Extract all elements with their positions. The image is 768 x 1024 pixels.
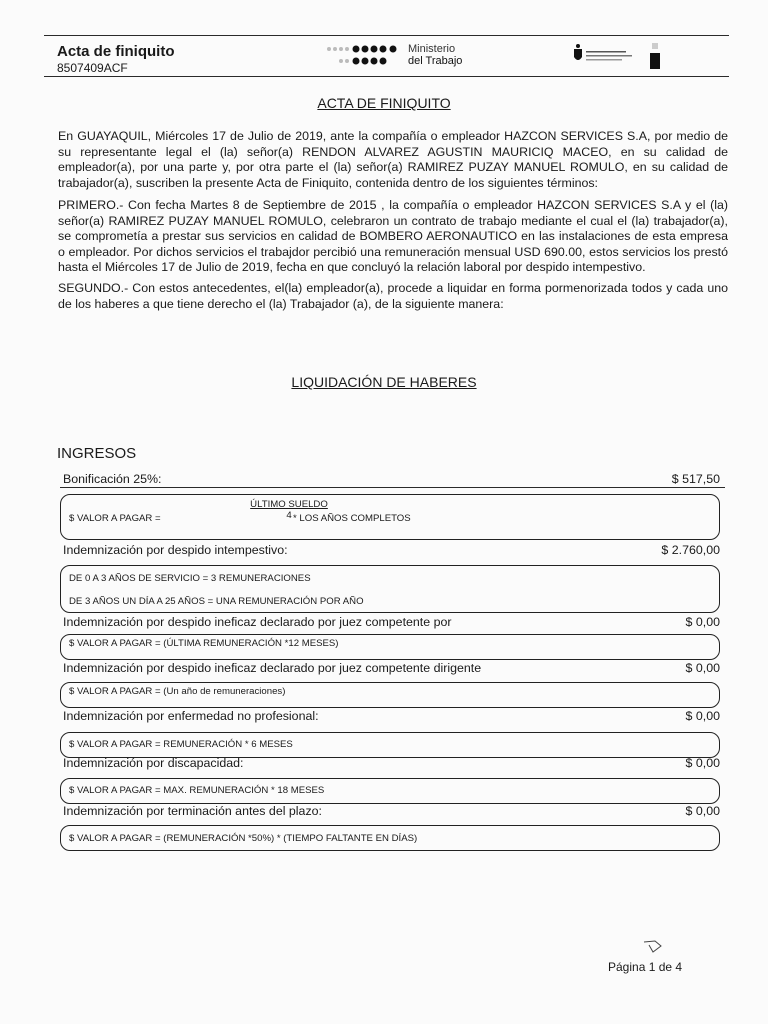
formula-line: $ VALOR A PAGAR = (Un año de remuneraciones) [69, 686, 286, 697]
formula-box [60, 778, 720, 804]
row-rule [60, 487, 725, 488]
formula-prefix: $ VALOR A PAGAR = [69, 513, 161, 524]
row-amount: $ 0,00 [685, 804, 720, 818]
formula-line: $ VALOR A PAGAR = MAX. REMUNERACIÓN * 18 MESES [69, 785, 325, 796]
row-amount: $ 517,50 [671, 472, 720, 486]
ministry-line-1: Ministerio [408, 43, 456, 55]
formula-box [60, 682, 720, 708]
primero-paragraph: PRIMERO.- Con fecha Martes 8 de Septiembre de 2015 , la compañía o empleador HAZCON SERVICES S.A y el (la) señor(a) RAMIREZ PUZAY MANUEL ROMULO, celebraron un contrato de trabajo mediante el cual el (la) trabajador(a), se comprometía a prestar sus servicios en calidad de BOMBERO AERONAUTICO en las instalaciones de esta empresa o empleador. Por dichos servicios el trabajdor percibió una remuneración mensual USD 690.00, estos servicios los prestó hasta el Miércoles 17 de Julio de 2019, fecha en que concluyó la relación laboral por despido intempestivo. [58, 198, 728, 275]
government-logo-icon [572, 43, 672, 69]
formula-line: DE 3 AÑOS UN DÍA A 25 AÑOS = UNA REMUNERACIÓN POR AÑO [69, 596, 364, 607]
row-amount: $ 0,00 [685, 756, 720, 770]
ministry-name [408, 43, 462, 67]
formula-box [60, 494, 720, 540]
row-label: Bonificación 25%: [63, 472, 162, 486]
row-label: Indemnización por discapacidad: [63, 756, 244, 770]
row-amount: $ 2.760,00 [661, 543, 720, 557]
document-title: ACTA DE FINIQUITO [317, 95, 451, 111]
formula-box [60, 732, 720, 758]
formula-line: DE 0 A 3 AÑOS DE SERVICIO = 3 REMUNERACIONES [69, 573, 311, 584]
row-label: Indemnización por despido ineficaz declarado por juez competente por [63, 615, 452, 629]
row-amount: $ 0,00 [685, 615, 720, 629]
row-label: Indemnización por despido intempestivo: [63, 543, 288, 557]
formula-denominator: 4 [286, 510, 292, 521]
page-number: Página 1 de 4 [608, 960, 683, 974]
header-title: Acta de finiquito [57, 43, 175, 60]
segundo-paragraph: SEGUNDO.- Con estos antecedentes, el(la) empleador(a), procede a liquidar en forma pormenorizada todos y cada uno de los haberes a que tiene derecho el (la) Trabajador (a), de la siguiente manera: [58, 281, 728, 311]
formula-line: $ VALOR A PAGAR = (ÚLTIMA REMUNERACIÓN *12 MESES) [69, 638, 339, 649]
formula-box [60, 565, 720, 613]
intro-paragraph: En GUAYAQUIL, Miércoles 17 de Julio de 2019, ante la compañía o empleador HAZCON SERVICES S.A, por medio de su representante legal el (la) señor(a) RENDON ALVAREZ AGUSTIN MAURICIQ MACEO, en su calidad de empleador(a), por una parte y, por otra parte el (la) señor(a) RAMIREZ PUZAY MANUEL ROMULO, en su calidad de trabajador(a), suscriben la presente Acta de Finiquito, contenida dentro de los siguientes términos: [58, 129, 728, 190]
row-amount: $ 0,00 [685, 709, 720, 723]
row-label: Indemnización por despido ineficaz declarado por juez competente dirigente [63, 661, 482, 675]
formula-suffix: * LOS AÑOS COMPLETOS [293, 513, 411, 524]
row-label: Indemnización por enfermedad no profesional: [63, 709, 319, 723]
formula-box [60, 825, 720, 851]
formula-line: $ VALOR A PAGAR = (REMUNERACIÓN *50%) * (TIEMPO FALTANTE EN DÍAS) [69, 833, 418, 844]
document-code: 8507409ACF [57, 61, 128, 75]
formula-line: $ VALOR A PAGAR = REMUNERACIÓN * 6 MESES [69, 739, 293, 750]
liquidacion-title: LIQUIDACIÓN DE HABERES [291, 374, 477, 390]
ministry-logo-icon [326, 44, 400, 68]
formula-numerator: ÚLTIMO SUELDO [250, 499, 328, 510]
header-bottom-rule [44, 76, 729, 77]
scan-mark-icon [643, 940, 663, 954]
ministry-line-2: del Trabajo [408, 55, 463, 67]
formula-box [60, 634, 720, 660]
ingresos-heading: INGRESOS [57, 445, 137, 462]
row-amount: $ 0,00 [685, 661, 720, 675]
row-label: Indemnización por terminación antes del plazo: [63, 804, 322, 818]
header-top-rule [44, 35, 729, 36]
